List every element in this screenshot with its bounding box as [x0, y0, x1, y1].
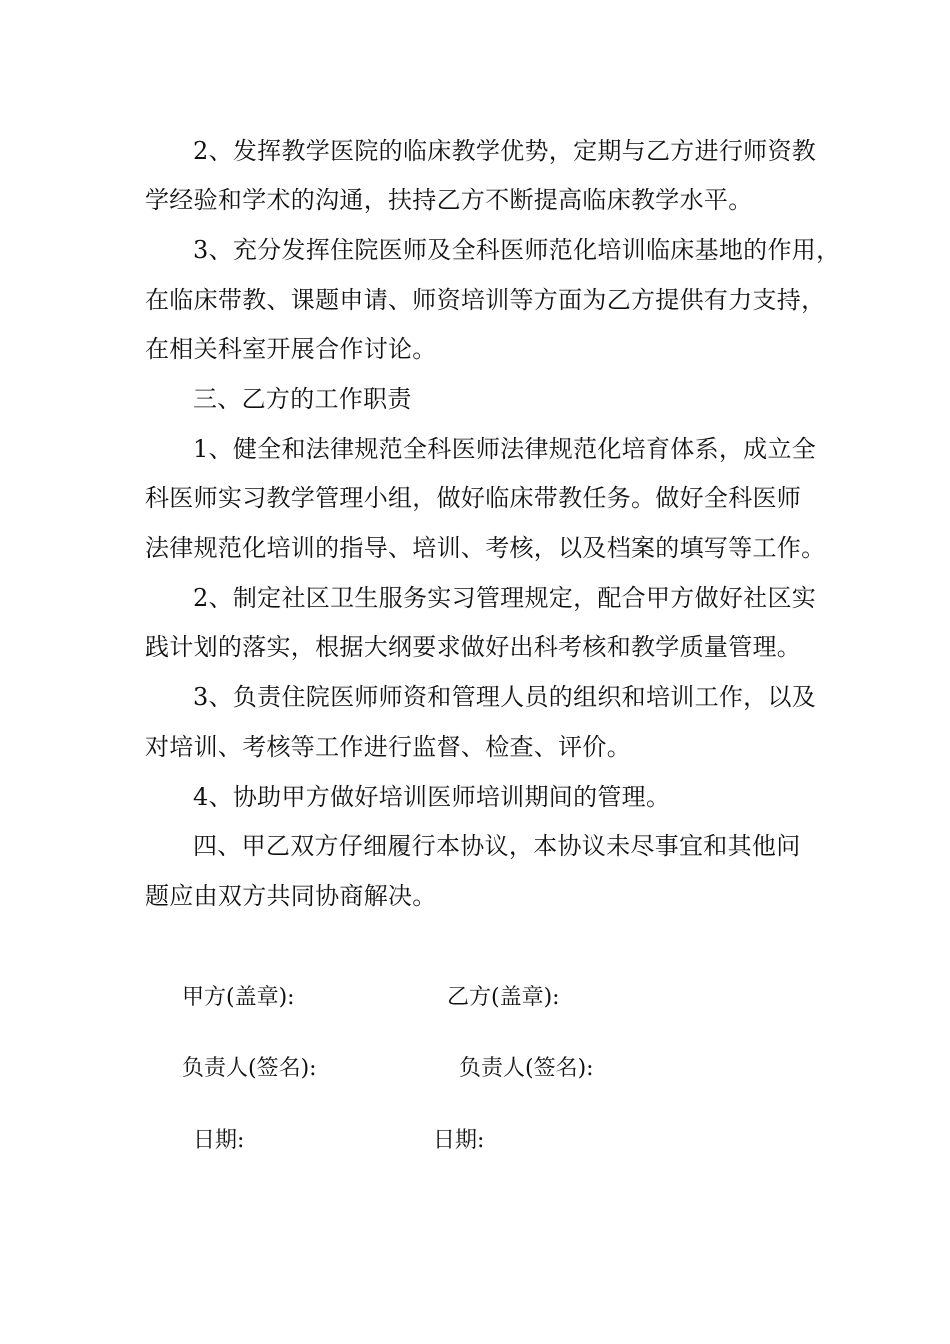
party-b-seal-label: 乙方(盖章):: [447, 985, 560, 1010]
paragraph-3-line-2: 科医师实习教学管理小组，做好临床带教任务。做好全科医师: [145, 484, 802, 512]
paragraph-7-line-2: 题应由双方共同协商解决。: [145, 882, 437, 910]
section-heading: 三、乙方的工作职责: [193, 385, 412, 413]
party-a-seal-label: 甲方(盖章):: [182, 985, 295, 1010]
paragraph-5-line-1: 3、负责住院医师师资和管理人员的组织和培训工作，以及: [193, 683, 817, 711]
paragraph-7-line-1: 四、甲乙双方仔细履行本协议，本协议未尽事宜和其他问: [193, 832, 801, 860]
paragraph-4-line-1: 2、制定社区卫生服务实习管理规定，配合甲方做好社区实: [193, 584, 817, 612]
party-a-date-label: 日期:: [193, 1128, 245, 1153]
paragraph-2-line-1: 3、充分发挥住院医师及全科医师范化培训临床基地的作用，: [193, 236, 841, 264]
party-b-signer-label: 负责人(签名):: [459, 1056, 594, 1081]
paragraph-3-line-3: 法律规范化培训的指导、培训、考核，以及档案的填写等工作。: [145, 534, 826, 562]
paragraph-1-line-1: 2、发挥教学医院的临床教学优势，定期与乙方进行师资教: [193, 137, 817, 165]
paragraph-3-line-1: 1、健全和法律规范全科医师法律规范化培育体系，成立全: [193, 435, 817, 463]
party-a-signer-label: 负责人(签名):: [182, 1056, 317, 1081]
paragraph-5-line-2: 对培训、考核等工作进行监督、检查、评价。: [145, 733, 631, 761]
paragraph-1-line-2: 学经验和学术的沟通，扶持乙方不断提高临床教学水平。: [145, 186, 753, 214]
paragraph-6-line-1: 4、协助甲方做好培训医师培训期间的管理。: [193, 783, 671, 811]
paragraph-2-line-2: 在临床带教、课题申请、师资培训等方面为乙方提供有力支持，: [145, 286, 826, 314]
paragraph-4-line-2: 践计划的落实，根据大纲要求做好出科考核和教学质量管理。: [145, 633, 802, 661]
party-b-date-label: 日期:: [433, 1128, 485, 1153]
paragraph-2-line-3: 在相关科室开展合作讨论。: [145, 335, 437, 363]
